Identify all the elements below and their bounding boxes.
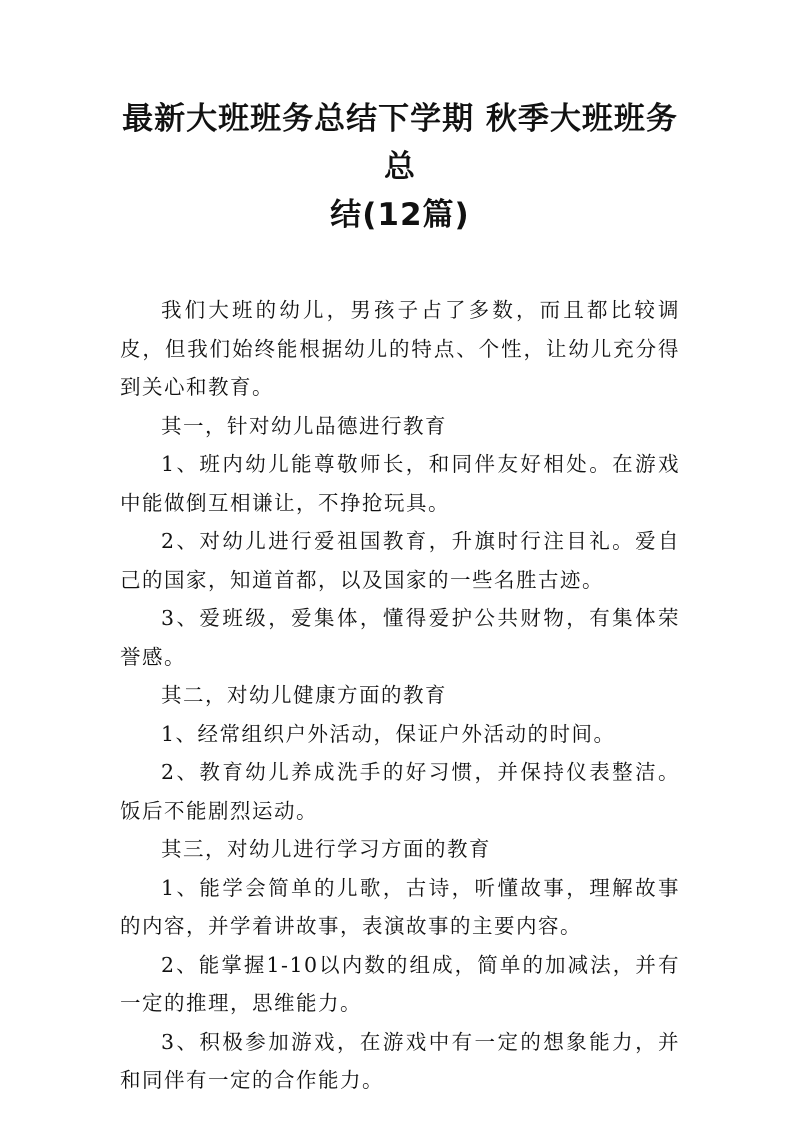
list-item: 2、对幼儿进行爱祖国教育，升旗时行注目礼。爱自己的国家，知道首都，以及国家的一些名胜古迹。 <box>120 529 680 592</box>
list-item: 2、教育幼儿养成洗手的好习惯，并保持仪表整洁。饭后不能剧烈运动。 <box>120 760 680 823</box>
document-title <box>120 95 680 239</box>
title-line-2: 结(12篇) <box>330 197 470 233</box>
intro-paragraph: 我们大班的幼儿，男孩子占了多数，而且都比较调皮，但我们始终能根据幼儿的特点、个性，让幼儿充分得到关心和教育。 <box>120 298 680 399</box>
title-line-1: 最新大班班务总结下学期 秋季大班班务总 <box>122 101 678 185</box>
list-item: 3、爱班级，爱集体，懂得爱护公共财物，有集体荣誉感。 <box>120 606 680 669</box>
section-heading-learning: 其三，对幼儿进行学习方面的教育 <box>161 837 491 861</box>
list-item: 2、能掌握1-10以内数的组成，简单的加减法，并有一定的推理，思维能力。 <box>120 952 680 1015</box>
section-heading-moral: 其一，针对幼儿品德进行教育 <box>161 413 447 438</box>
list-item: 3、积极参加游戏，在游戏中有一定的想象能力，并和同伴有一定的合作能力。 <box>120 1029 680 1092</box>
list-item: 1、经常组织户外活动，保证户外活动的时间。 <box>161 721 616 746</box>
list-item: 1、班内幼儿能尊敬师长，和同伴友好相处。在游戏中能做倒互相谦让，不挣抢玩具。 <box>120 452 680 515</box>
section-heading-health: 其二，对幼儿健康方面的教育 <box>161 683 447 707</box>
list-item: 1、能学会简单的儿歌，古诗，听懂故事，理解故事的内容，并学着讲故事，表演故事的主要内容。 <box>120 875 680 938</box>
document-body <box>120 291 680 1100</box>
